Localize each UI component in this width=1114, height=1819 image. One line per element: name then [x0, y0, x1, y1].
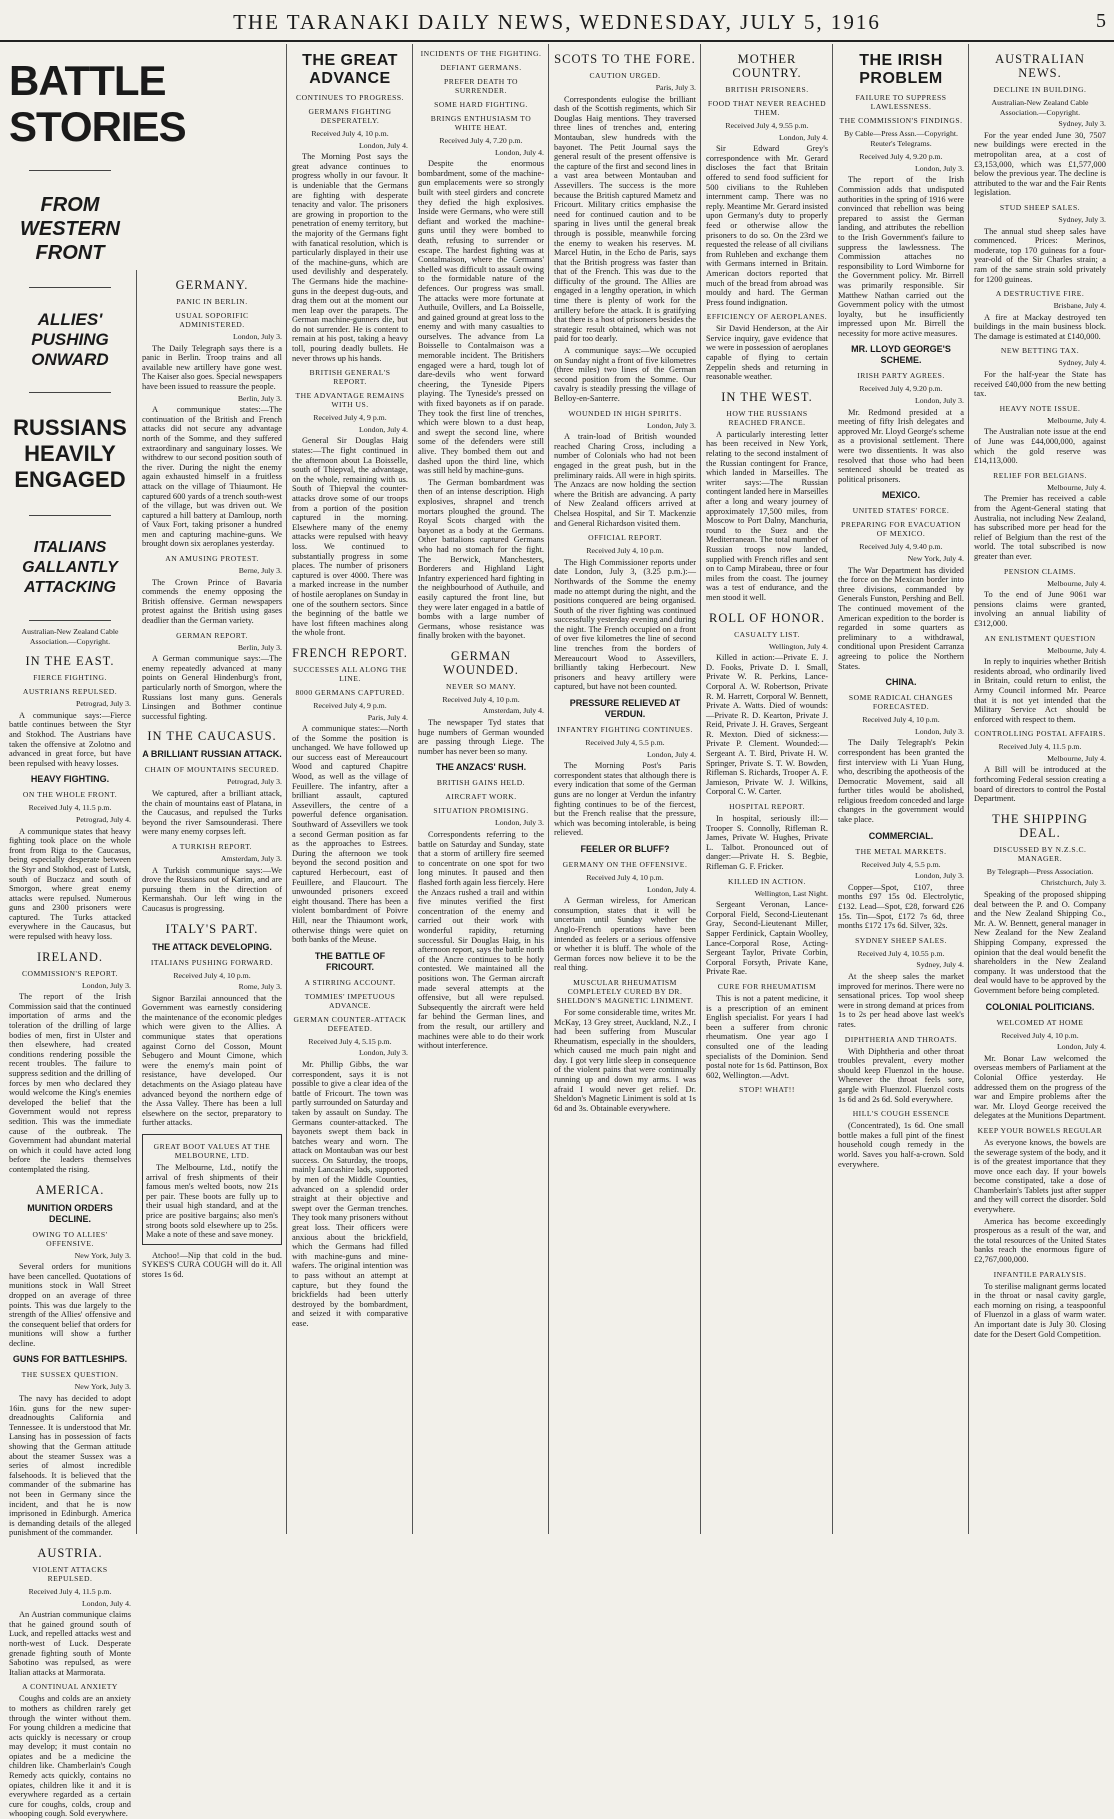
dateline: London, July 3.	[915, 163, 964, 173]
dateline: Christchurch, July 3.	[1041, 878, 1106, 888]
received-line: Received July 4, 9.20 p.m.	[859, 152, 943, 162]
article-text: A communique says:—Fierce battle continues between the Styr and Stokhod. The Austrians have taken the offensive at Zolotno and advanced in great force, but have been repulsed with heavy losses.	[9, 710, 131, 768]
advert-headline: DIPHTHERIA AND THROATS.	[844, 1034, 958, 1044]
subheadline: NEW BETTING TAX.	[1000, 346, 1080, 356]
dateline: Wellington, Last Night.	[754, 888, 828, 898]
article-text: A communique states that heavy fighting took place on the whole front from Riga to the Caucasus, being especially desperate between the Styr and Stokhod, east of Lutsk, south of Buczacz and south of Smorgon, where great enemy attacks were repulsed. Numerous guns and 2300 prisoners were captured. The Turks attacked everywhere in the Caucasus, but were repulsed with heavy loss.	[9, 826, 131, 942]
subheadline: BRINGS ENTHUSIASM TO WHITE HEAT.	[430, 114, 532, 132]
column-7	[832, 44, 969, 1534]
subheadline: GERMAN COUNTER-ATTACK DEFEATED.	[293, 1014, 407, 1033]
article-text: A Bill will be introduced at the forthcoming Federal session creating a board of directors to control the Postal Department.	[974, 765, 1106, 804]
article-text: Correspondents referring to the battle on Saturday and Sunday, state that a storm of artillery fire seemed to concentrate on one spot for two long minutes. It paused and then flashed forth again less fiercely. Here the Anzacs rushed a trail and within five minutes verified the first concentration of the enemy and carried out their work with wonderful rapidity, returning successful. Sir Douglas Haig, in his afternoon report, says the battle north of the Ancre continues to be hotly contested. We maintained all the positions won. The German aircraft made several attempts at the offensive, but all were repulsed. Subsequently the aircraft were held far behind the German lines, and from the result, our artillery and machines were able to do their work without interference.	[418, 830, 544, 1051]
dateline: Melbourne, July 4.	[1047, 645, 1106, 655]
dateline: Brisbane, July 4.	[1053, 301, 1106, 311]
headline: FEELER OR BLUFF?	[580, 843, 670, 854]
article-text: A German wireless, for American consumption, states that it will be uncertain until Sunday whether the Anglo-French operations have been intended as feelers or a serious offensive or whether it is bluff. The whole of the German forces now believe it to be the real thing.	[554, 896, 696, 973]
dateline: New York, July 3.	[74, 1382, 131, 1392]
dateline: London, July 3.	[359, 1048, 408, 1058]
received-line: Received July 4, 10 p.m.	[586, 872, 664, 882]
subheadline: PANIC IN BERLIN.	[176, 297, 248, 306]
subheadline: HEAVY NOTE ISSUE.	[999, 403, 1081, 413]
dateline: London, July 3.	[233, 332, 282, 341]
headline: THE IRISH PROBLEM	[859, 52, 943, 87]
dateline: Melbourne, July 4.	[1047, 482, 1106, 492]
cable-credit: Australian-New Zealand Cable Association.—Copyright.	[21, 627, 119, 646]
article-text: A Turkish communique says:—We drove the Russians out of Karim, and are pursuing them in the direction of Kermanshah. Our left wing in the Caucasus is progressing.	[142, 865, 282, 913]
subheadline: GERMANS FIGHTING DESPERATELY.	[308, 107, 392, 125]
column-3	[286, 44, 413, 1534]
received-line: Received July 4, 11.5 p.m.	[28, 803, 112, 813]
dateline: London, July 3.	[915, 396, 964, 406]
received-line: Received July 4, 11.5 p.m.	[998, 742, 1082, 752]
subheadline: AN ENLISTMENT QUESTION	[984, 633, 1096, 643]
received-line: Received July 4, 10 p.m.	[442, 694, 520, 704]
advert-headline: MUSCULAR RHEUMATISM COMPLETELY CURED BY DR. SHELDON'S MAGNETIC LINIMENT.	[556, 977, 694, 1005]
column-6	[700, 44, 833, 1534]
subheadline: DEFIANT GERMANS.	[440, 63, 522, 72]
dateline: London, July 3.	[495, 818, 544, 828]
dateline: London, July 4.	[779, 132, 828, 142]
article-text: For the year ended June 30, 7507 new buildings were erected in the metropolitan area, at a cost of £3,153,000, which was £1,577,000 below the previous year. The decline is attributed to the war and the Fair Rents legislation.	[974, 130, 1106, 198]
article-text: Mr. Phillip Gibbs, the war correspondent, says it is not possible to give a clear idea of the battle of Fricourt. The town was partly surrounded on Saturday and taken by assault on Sunday. The Germans counter-attacked. The bayonets swept them back in batches weary and worn. The attack on Montauban was our best success. On Saturday, the troops, mainly Lancashire lads, supported by men of the Middle Counties, advanced on a splendid order straight at their objective and swept over the German trenches. They took many prisoners without great loss. Their officers were anxious about the brickfield, which the Germans had filled with machine-guns and mine-wafers. The original intention was to pass without an attempt at capture, but they found the brickfields had been utterly destroyed by the bombardment, and seized it with comparative ease.	[292, 1059, 408, 1328]
subheadline: GERMAN REPORT.	[176, 630, 248, 640]
article-text: Despite the enormous bombardment, some of the machine-gun emplacements were so strongly built with steel girders and concrete they defied the high explosives. Inside were Germans, who were still defiant and worked the machine-guns until they were bombed to death, refusing to surrender or escape. The hardest fighting was at Contalmaison, where the Germans' shelled was difficult to assault owing to the formidable nature of the defences. Our progress was small. The attacks were more fortunate at Authuile, Ovillers, and La Boisselle, and gained ground at great loss to the enemy and with many casualties to ourselves. The advance from La Boisselle to Contalmaison was a memorable incident. The Britishers engaged were a hard, tough lot of dare-devils who went forward cheering, the Tyneside Pipers playing. The Tyneside's pressed on with fixed bayonets as if on parade. They took the first line of trenches, which were blown to a dust heap, and swept the second line, where some of the defenders were still alive. They bombed them out and dashed upon the third line, which was still held by machine-guns.	[418, 159, 544, 476]
headline: GERMAN WOUNDED.	[443, 648, 519, 677]
subheadline: STUD SHEEP SALES.	[999, 202, 1081, 212]
headline: THE GREAT ADVANCE	[302, 52, 398, 87]
article-text: Mr. Redmond presided at a meeting of fifty Irish delegates and approved Mr. Lloyd George's scheme as a provisional settlement. There were two dissentients. It was also resolved that those who had been sentenced should be treated as political prisoners.	[838, 407, 964, 484]
dateline: London, July 3.	[915, 726, 964, 736]
subheadline: FIERCE FIGHTING.	[33, 673, 107, 683]
advert-headline: CURE FOR RHEUMATISM	[717, 981, 817, 991]
advert-text: The Melbourne, Ltd., notify the arrival of fresh shipments of their famous men's welted boots, now 21s per pair. These boots are fully up to their usual high standard, and at the price are positive bargains; also men's strong boots sold elsewhere up to 25s. Make a note of these and save money.	[146, 1163, 278, 1240]
subheadline: SYDNEY SHEEP SALES.	[855, 935, 947, 945]
dateline: Petrograd, July 3.	[226, 777, 282, 787]
banner-headline-2: FROM WESTERN FRONT	[20, 194, 120, 264]
subheadline: FAILURE TO SUPPRESS LAWLESSNESS.	[855, 93, 947, 111]
subheadline: A BRILLIANT RUSSIAN ATTACK.	[142, 749, 282, 760]
subheadline: OWING TO ALLIES' OFFENSIVE.	[32, 1229, 108, 1248]
article-text: The Morning Post's Paris correspondent states that although there is every indication that some of the German guns are no longer at Verdun the infantry fighting continues to be of the fiercest, but the French realise that the pressure, which was becoming intolerable, is being relieved.	[554, 761, 696, 838]
masthead	[0, 0, 1114, 42]
headline: INCIDENTS OF THE FIGHTING.	[420, 49, 542, 58]
dateline: Berne, July 3.	[238, 566, 282, 576]
subheadline: UNITED STATES' FORCE.	[852, 506, 950, 516]
subheadline: MUNITION ORDERS DECLINE.	[27, 1202, 113, 1224]
dateline: Melbourne, July 4.	[1047, 578, 1106, 588]
dateline: New York, July 3.	[74, 1250, 131, 1260]
subheadline: BRITISH PRISONERS.	[725, 85, 809, 94]
advert-text: (Concentrated), 1s 6d. One small bottle makes a full pint of the finest household cough remedy in the world. Saves you half-a-crown. Sold everywhere.	[838, 1121, 964, 1169]
advert-headline: STOP! WHAT!!	[739, 1085, 795, 1095]
dateline: Sydney, July 4.	[1058, 358, 1106, 368]
subheadline: EFFICIENCY OF AEROPLANES.	[706, 312, 828, 322]
headline: GERMANY.	[175, 278, 249, 292]
dateline: Berlin, July 3.	[237, 642, 282, 652]
dateline: London, July 3.	[82, 980, 131, 990]
dateline: Paris, July 4.	[367, 712, 408, 722]
received-line: Received July 4, 10 p.m.	[862, 715, 940, 725]
subheadline: SOME RADICAL CHANGES FORECASTED.	[848, 693, 954, 712]
dateline: Melbourne, July 4.	[1047, 415, 1106, 425]
dateline: Paris, July 3.	[655, 83, 696, 92]
article-text: A fire at Mackay destroyed ten buildings in the main business block. The damage is estimated at £140,000.	[974, 312, 1106, 341]
subheadline: USUAL SOPORIFIC ADMINISTERED.	[175, 311, 249, 329]
subheadline: TOMMIES' IMPETUOUS ADVANCE.	[304, 991, 396, 1010]
article-text: Copper—Spot, £107, three months £97 15s 0d. Electrolytic, £132. Lead—Spot, £28, forward £26 15s. Tin—Spot, £172 7s 6d, three months £172 17s 6d. Silver, 32s.	[838, 882, 964, 931]
received-line: Received July 4, 7.20 p.m.	[439, 136, 523, 145]
subheadline: ITALIANS PUSHING FORWARD.	[150, 957, 274, 967]
article-text: The War Department has divided the force on the Mexican border into three divisions, commanded by Generals Funston, Pershing and Bell. The continued movement of the American expedition to the border is regarded in some quarters as preliminary to a withdrawal, conditional upon President Carranza agreeing to police the Northern States.	[838, 565, 964, 671]
subheadline: PENSION CLAIMS.	[1003, 566, 1077, 576]
subheadline: PREFER DEATH TO SURRENDER.	[444, 77, 518, 95]
article-text: Several orders for munitions have been cancelled. Quotations of munitions stock in Wall Street dropped on an average of three points. This was due largely to the strength of the Allies' offensive and the consequent belief that orders for munitions will show a further decline.	[9, 1262, 131, 1348]
subheadline: OFFICIAL REPORT.	[588, 533, 662, 543]
article-text: America has become exceedingly prosperous as a result of the war, and the total resources of the United States banks reach the enormous figure of £2,767,000,000.	[974, 1216, 1106, 1265]
article-text: To the end of June 9061 war pensions claims were granted, involving an annual liability of £312,000.	[974, 590, 1106, 628]
column-5	[548, 44, 701, 1534]
subheadline: INFANTRY FIGHTING CONTINUES.	[557, 725, 693, 735]
article-text: The German bombardment was then of an intense description. High explosives, shrapnel and trench mortars ploughed the ground. The Royal Scots charged with the bayonet as a body at the Germans. Other battalions captured Germans who had no stomach for the fight. The Berwick, Manchesters, Borderers and Highland Light Infantry experienced hard fighting in the neighbourhood of Authuile, and easily captured the front line, but they were later engaged in a battle of bombs with a large number of Germans, whose resistance was finally broken with the bayonet.	[418, 477, 544, 641]
dateline: Berlin, July 3.	[237, 393, 282, 403]
advert-text: Atchoo!—Nip that cold in the bud. SYKES'S CURA COUGH will do it. All stores 1s 6d.	[142, 1250, 282, 1279]
banner-headline-4: RUSSIANS HEAVILY ENGAGED	[13, 415, 127, 492]
advert-headline: A CONTINUAL ANXIETY	[22, 1682, 118, 1692]
subheadline: A DESTRUCTIVE FIRE.	[995, 289, 1085, 299]
received-line: Received July 4, 10 p.m.	[1001, 1030, 1079, 1040]
subheadline: AN AMUSING PROTEST.	[165, 554, 259, 564]
received-line: Received July 4, 9.20 p.m.	[859, 384, 943, 394]
article-text: The Crown Prince of Bavaria commends the enemy opposing the British offensive. German newspapers protest against the British using gases deadlier than the German variety.	[142, 577, 282, 626]
subheadline: THE METAL MARKETS.	[855, 846, 947, 856]
article-text: At the sheep sales the market improved for merinos. There were no sensational prices. Top wool sheep were in strong demand at prices from 1s to 2s per head above last week's rates.	[838, 972, 964, 1029]
headline: HEAVY FIGHTING.	[30, 774, 110, 785]
received-line: Received July 4, 9.40 p.m.	[859, 542, 943, 552]
column-4	[412, 44, 549, 1534]
advert-text: To sterilise malignant germs located in the throat or nasal cavity gargle, each morning on rising, a teaspoonful of Fluenzol in a glass of warm water. An important date is July 30. Closing date for the Desert Gold Competition.	[974, 1281, 1106, 1339]
article-text: The annual stud sheep sales have commenced. Prices: Merinos, moderate, top 170 guineas for a four-year-old of the Sir Charles strain; a ram of the same strain sold privately for 1200 guineas.	[974, 226, 1106, 284]
subheadline: HOW THE RUSSIANS REACHED FRANCE.	[726, 408, 808, 427]
dateline: London, July 3.	[647, 420, 696, 430]
headline: THE ANZACS' RUSH.	[435, 762, 527, 773]
dateline: London, July 4.	[1057, 1042, 1106, 1052]
dateline: London, July 4.	[359, 424, 408, 434]
subheadline: VIOLENT ATTACKS REPULSED.	[32, 1564, 108, 1583]
headline: ITALY'S PART.	[165, 921, 259, 936]
dateline: Sydney, July 3.	[1058, 214, 1106, 224]
column-8	[968, 44, 1111, 1534]
subheadline: IRISH PARTY AGREES.	[857, 371, 945, 381]
headline: AUSTRIA.	[37, 1545, 103, 1560]
article-text: The High Commissioner reports under date London, July 3, (3.25 p.m.):—Northwards of the Somme the enemy made no attempt during the night, and the positions conquered are being organised. South of the river fighting was continued successfully yesterday evening and during the night. The French occupied on a front of over five kilometres the line of second line trenches from the borders of Mereaucourt Wood to Assevillers, brilliantly taking Herbecourt. New prisoners and heavy artillery were captured, but have not been counted.	[554, 557, 696, 692]
advert-headline: INFANTILE PARALYSIS.	[993, 1269, 1087, 1279]
banner-headline-3: ALLIES' PUSHING ONWARD	[31, 310, 109, 369]
advert-text: Coughs and colds are an anxiety to mothers as children rarely get through the winter without them. For young children a medicine that acts quickly is necessary or croup may develop; it must contain no opiates and be a medicine the children like. Chamberlain's Cough Remedy acts quickly, contains no opiates, children like it and it is everywhere regarded as a certain cure for coughs, colds, croup and whooping cough. Sold everywhere.	[9, 1694, 131, 1819]
article-text: The Daily Telegraph's Pekin correspondent has been granted the first interview with Li Yuan Hung, who, describing the apotheosis of the Democratic Movement, said all further titles would be abolished, religious freedom conceded and large changes in the government would take place.	[838, 738, 964, 825]
dateline: Petrograd, July 4.	[75, 814, 131, 824]
dateline: Wellington, July 4.	[768, 641, 828, 651]
received-line: Received July 4, 11.5 p.m.	[28, 1586, 112, 1596]
article-text: In hospital, seriously ill:—Trooper S. Connolly, Rifleman R. James, Private W. Hughes, Private L. Talbot. Pronounced out of danger:—Private H. S. Begbie, Rifleman G. F. Fricker.	[706, 814, 828, 871]
subheadline: RELIEF FOR BELGIANS.	[993, 470, 1087, 480]
page-number: 5	[1096, 10, 1106, 32]
advert-box	[142, 1134, 282, 1245]
article-text: Correspondents eulogise the brilliant dash of the Scottish regiments, which Sir Douglas Haig mentions. They traversed three lines of trenches and, entering Montauban, slew hundreds with the bayonet. The Petit Journal says the general result of the present offensive is the capture of the first and second lines in a vast area between Montauban and Assevillers. The success is the more because the British captured Mametz and Fricourt. Military critics emphasise the need for continued caution and to be sparing in lives until the general break through is possible, meanwhile forcing the enemy to weaken his reserves. M. Marcel Hutin, in the Echo de Paris, says that the British progress was faster than that of the French. This was due to the difficulty of the ground. The Allies are engaged in a lengthy operation, in which time there is plenty of work for the artillery before the attack. It is gratifying that there is a host of prisoners besides the strategic result obtained, which was not paid for too dearly.	[554, 94, 696, 344]
headline: COMMERCIAL.	[868, 830, 934, 841]
dateline: London, July 4.	[647, 884, 696, 894]
headline: GUNS FOR BATTLESHIPS.	[12, 1354, 128, 1365]
subheadline: CONTINUES TO PROGRESS.	[296, 93, 404, 102]
headline: AUSTRALIAN NEWS.	[995, 52, 1085, 80]
subheadline: WOUNDED IN HIGH SPIRITS.	[568, 408, 682, 418]
cable-credit: Australian-New Zealand Cable Association.—Copyright.	[991, 98, 1089, 117]
article-text: General Sir Douglas Haig states:—The fight continued in the afternoon about La Boisselle, south of Thiepval, the advantage, on the whole, remaining with us. South of Thiepval the counter-attacks drove some of our troops from a portion of the position captured in the morning. Elsewhere many of the enemy attacks were repulsed with heavy loss. We continued to substantially progress in some places. The number of prisoners captured is over 4000. There was a marked increase in the number of hostile aeroplanes on Sunday in one of the southern sectors. Since the beginning of the battle we have lost fifteen machines along the whole front.	[292, 436, 408, 638]
article-text: A train-load of British wounded reached Charing Cross, including a number of Colonials who had not been engaged in the great push, but in the preliminary raids. All were in high spirits. The Anzacs are now holding the section where the British are advancing. A party of New Zealand officers arrived at Chelsea Hospital, and Sir T. Mackenzie and General Richardson visited them.	[554, 432, 696, 528]
dateline: London, July 4.	[647, 749, 696, 759]
subheadline: KILLED IN ACTION.	[728, 876, 806, 886]
article-text: The newspaper Tyd states that huge numbers of German wounded are passing through Liege. The number has never been so many.	[418, 718, 544, 756]
subheadline: NEVER SO MANY.	[446, 681, 516, 691]
article-text: A particularly interesting letter has been received in New York, relating to the second instalment of the Russian contingent for France, which landed in Marseilles. The writer says:—The Russian contingent landed here in Marseilles after a long and weary journey of approximately 17,500 miles, from Moscow to Port Dalny, Manchuria, round to the Suez and the Mediterranean. The total number of Russian troops now landed, supplied with French rifles and sent on to Camp Mirabeau, three or four miles from the coast. The journey was a test of endurance, and the men stood it well.	[706, 429, 828, 602]
subheadline: A STIRRING ACCOUNT.	[304, 977, 396, 987]
subheadline: CAUTION URGED.	[589, 71, 661, 80]
article-text: The report of the Irish Commission said that the continued importation of arms and the toleration of the drilling of large bodies of men, first in Ulster and then elsewhere, had created conditions rendering possible the recent troubles. The failure to suppress sedition and the drilling of forces by men who declared they would welcome the King's enemies developed the belief that the Government would not repress sedition. This was the immediate cause of the outbreak. The Government had abundant material on which it could have acted long before the leaders themselves contemplated the rising.	[9, 992, 131, 1174]
subheadline: AIRCRAFT WORK.	[445, 792, 517, 802]
subheadline: ON THE WHOLE FRONT.	[22, 790, 118, 800]
received-line: Received July 4, 9 p.m.	[313, 700, 387, 710]
article-text: Sergeant Veronan, Lance-Corporal Field, Second-Lieutenant Gray, Second-Lieutenant Miller, Sapper Ferdinick, Captain Woolley, Lance-Corporal Rose, Acting-Sergeant Taylor, Private Corbin, Corporal Forsyth, Private Kane, Private Rae.	[706, 900, 828, 977]
subheadline: AUSTRIANS REPULSED.	[22, 687, 118, 697]
subheadline: THE ATTACK DEVELOPING.	[152, 941, 272, 952]
headline: PRESSURE RELIEVED AT VERDUN.	[569, 698, 681, 720]
masthead-title: THE TARANAKI DAILY NEWS, WEDNESDAY, JULY 5, 1916	[233, 10, 881, 34]
received-line: Received July 4, 10 p.m.	[173, 970, 251, 980]
dateline: Sydney, July 3.	[1058, 119, 1106, 129]
subheadline: CONTROLLING POSTAL AFFAIRS.	[974, 729, 1106, 739]
subheadline: SITUATION PROMISING.	[433, 806, 529, 816]
article-text: Sir Edward Grey's correspondence with Mr. Gerard discloses the fact that Britain offered to send food sufficient for 500 civilians to the Ruhleben internment camp. There was no reply. Meantime Mr. Gerard insisted upon Germany's duty to properly feed or otherwise allow the prisoners to do so. On the 23rd we requested the release of all civilians from Ruhleben and exchange them with Germans interned in Britain. American doctors reported that much of the bread from abroad was mouldy and hard. The German Press found indignation.	[706, 144, 828, 307]
headline: THE SHIPPING DEAL.	[992, 811, 1088, 840]
banner-headline-1: BATTLE STORIES	[9, 57, 186, 150]
subheadline: BRITISH GAINS HELD.	[436, 778, 526, 788]
subheadline: COMMISSION'S REPORT.	[21, 968, 118, 978]
headline: MR. LLOYD GEORGE'S SCHEME.	[851, 344, 951, 366]
subheadline: THE SUSSEX QUESTION.	[21, 1370, 119, 1380]
article-text: The navy has decided to adopt 16in. guns for the new super-dreadnoughts California and Tennessee. It is understood that Mr. Lansing has in possession of facts showing that the German attitude about the steamer Sussex was a series of almost incredible falsehoods. It is believed that the commander of the submarine has not been in Germany since the incident, and that he is now imprisoned in Edinburgh. America is demanding details of the alleged punishment of the commander.	[9, 1394, 131, 1538]
headline: AMERICA.	[35, 1182, 105, 1197]
subheadline: GERMANY ON THE OFFENSIVE.	[562, 859, 688, 869]
headline: FRENCH REPORT.	[292, 645, 408, 660]
received-line: Received July 4, 10.55 p.m.	[857, 948, 945, 958]
headline: MOTHER COUNTRY.	[732, 52, 802, 80]
article-text: Speaking of the proposed shipping deal between the P. and O. Company and the New Zealand Shipping Co., Mr. A. W. Bennett, general manager in New Zealand for the New Zealand Shipping Company, expressed the opinion that the deal would benefit the shareholders in the New Zealand company. It was understood that the deal would have to be approved by the Government before being completed.	[974, 890, 1106, 995]
dateline: New York, July 4.	[907, 554, 964, 563]
article-text: In reply to inquiries whether British residents abroad, who ordinarily lived in Britain, could return to enlist, the Army Council informed Mr. Pearce that it is not yet intended that the Military Service Act should be enforced with respect to them.	[974, 657, 1106, 724]
subheadline: SOME HARD FIGHTING.	[434, 100, 528, 109]
subheadline: WELCOMED AT HOME	[996, 1017, 1084, 1027]
subheadline: THE COMMISSION'S FINDINGS.	[839, 116, 963, 125]
received-line: Received July 4, 5.5 p.m.	[861, 859, 941, 869]
subheadline: CASUALTY LIST.	[734, 629, 800, 639]
article-text: The Australian note issue at the end of June was £44,000,000, against which the gold reserve was £14,113,000.	[974, 427, 1106, 466]
article-text: An Austrian communique claims that he gained ground south of Luck, and repelled attacks west and north-west of Luck. Desperate grenade fighting south of Monte Sabotino was repulsed, as were Italian attacks at Marmorata.	[9, 1610, 131, 1677]
dateline: Rome, July 3.	[238, 982, 282, 992]
article-text: Sir David Henderson, at the Air Service inquiry, gave evidence that we were in possession of aeroplanes capable of flying to certain Zeppelin sheds and returning in reasonable weather.	[706, 324, 828, 382]
advert-headline: GREAT BOOT VALUES AT THE MELBOURNE, LTD.	[153, 1142, 271, 1160]
article-text: The report of the Irish Commission adds that undisputed authorities in the spring of 1916 were convinced that rebellion was being prepared to assist the German landing, and attributes the rebellion to the Irish Government's failure to suppress the lawlessness. The Commission attaches no responsibility to Lord Wimborne for the Government policy. Mr. Birrell was primarily responsible. Sir Matthew Nathan carried out the Government policy with the utmost loyalty, but he insufficiently impressed upon Mr. Birrell the necessity for more active measures.	[838, 175, 964, 338]
received-line: Received July 4, 10 p.m.	[586, 546, 664, 556]
subheadline: 8000 GERMANS CAPTURED.	[295, 687, 405, 697]
column-1	[4, 44, 186, 1819]
article-text: A German communique says:—The enemy repeatedly advanced at many points on General Hindenburg's front, particularly north of Smorgon, where the Russians lost many guns. Generals Linsingen and Bothmer continue successful fighting.	[142, 654, 282, 721]
subheadline: CHAIN OF MOUNTAINS SECURED.	[144, 765, 280, 775]
advert-text: As everyone knows, the bowels are the sewerage system of the body, and it is of the greatest importance that they move once each day. If your bowels become constipated, take a dose of Chamberlain's Tablets just after supper and they will correct the disorder. Sold everywhere.	[974, 1137, 1106, 1215]
subheadline: HOSPITAL REPORT.	[729, 802, 805, 812]
dateline: Sydney, July 4.	[916, 960, 964, 970]
article-text: A communique states:—The continuation of the British and French attacks did not secure any advantage north of the Somme, and they suffered extraordinary and sanguinary losses. We withdrew to our second position south of the river. During the night the enemy again exhausted himself in a fruitless attack on the village of Thiaumont. He captured 600 yards of a trench south-west of the village, but was driven out. We captured a hill battery at Damloup, north of Vaux Fort, taking prisoner a hundred men and capturing machine-guns. We brought down six aeroplanes yesterday.	[142, 405, 283, 549]
article-text: The Daily Telegraph says there is a panic in Berlin. Troop trains and all available new artillery have gone west. The Kaiser also goes. Special newspapers have been issued to reassure the people.	[142, 343, 283, 391]
dateline: London, July 3.	[915, 871, 964, 881]
headline: IN THE WEST.	[721, 389, 813, 404]
received-line: Received July 4, 5.5 p.m.	[585, 738, 665, 748]
headline: IRELAND.	[37, 949, 103, 964]
dateline: Melbourne, July 4.	[1047, 753, 1106, 763]
article-text: Mr. Bonar Law welcomed the overseas members of Parliament at the Colonial Office yesterday. He addressed them on the progress of the war and Empire problems after the war. Mr. Lloyd George received the delegates at the Munitions Department.	[974, 1053, 1106, 1121]
banner-headline-5: ITALIANS GALLANTLY ATTACKING	[22, 539, 118, 596]
article-text: The Morning Post says the great advance continues to progress wholly in our favour. It is undeniable that the Germans are fighting with desperate tenacity and valor. The prisoners are growing in proportion to the penetration of enemy territory, but the majority of the Germans fight with fanatical resolution, which is particularly displayed in their use of the machine-guns, which are used devilishly and desperately. The Germans hide the machine-guns in the deepest dug-outs, and drag them out at the moment our men leap over the parapets. The German machine-gunners die, but do not surrender. He is content to remain at his post, taking a heavy toll, pouring deadly bullets. He never throws up his hands.	[292, 152, 408, 363]
advert-headline: HILL'S COUGH ESSENCE	[852, 1109, 950, 1119]
subheadline: PREPARING FOR EVACUATION OF MEXICO.	[840, 520, 962, 539]
cable-credit: By Cable—Press Assn.—Copyright. Reuter's Telegrams.	[844, 129, 958, 148]
subheadline: DISCUSSED BY N.Z.S.C. MANAGER.	[993, 844, 1087, 863]
article-text: A communique says:—We occupied on Sunday night a front of five kilometres (three miles) two lines of the German second position from the Somme. Our cavalry is steadily pressing the village of Belloy-en-Santerre.	[554, 346, 696, 403]
cable-credit: By Telegraph—Press Association.	[986, 866, 1094, 876]
dateline: Petrograd, July 3.	[75, 699, 131, 709]
article-text: Signor Barzilai announced that the Government was earnestly considering the maintenance of the economic pledges which were given to the Allies. A communique states that operations against Corno del Cosson, Mount Sebugero and Mount Cimone, which were the enemy's main point of resistance, have developed. Our detachments on the Asiago plateau have advanced beyond the northern edge of the Assa Valley. There has been a lull elsewhere on the sector, preparatory to further attacks.	[142, 993, 282, 1128]
headline: MEXICO.	[881, 490, 920, 501]
received-line: Received July 4, 9 p.m.	[313, 413, 387, 423]
article-text: Killed in action:—Private E. J. D. Fooks, Private D. I. Small, Private W. R. Perkins, Lance-Corporal A. W. Robertson, Private R. M. Harrett, Corporal W. Bennett, Private A. Watts. Died of wounds:—Private R. D. Kearton, Private J. Reid, Private J. H. Graves, Sergeant R. Mexton. Died of sickness:—Private P. Clement. Wounded:—Sergeant A. T. Bird, Private H. W. Springer, Private S. T. W. Bowden, Rifleman S. Richards, Trooper A. F. Jamieson, Private W. J. Wilkins, Corporal C. W. Carter.	[706, 653, 828, 797]
received-line: Received July 4, 10 p.m.	[311, 129, 389, 138]
subheadline: DECLINE IN BUILDING.	[993, 85, 1087, 94]
subheadline: BRITISH GENERAL'S REPORT.	[309, 368, 391, 387]
received-line: Received July 4, 5.15 p.m.	[308, 1036, 392, 1046]
headline: SCOTS TO THE FORE.	[554, 52, 696, 66]
article-text: The Premier has received a cable from the Agent-General stating that Australia, not including New Zealand, has subscribed more per head for the relief of Belgium than the rest of the world. The total subscribed is now greater than ever.	[974, 494, 1106, 561]
subheadline: A TURKISH REPORT.	[171, 841, 253, 851]
dateline: London, July 4.	[82, 1598, 131, 1608]
advert-text: This is not a patent medicine, it is a prescription of an eminent English specialist. For years I had been a sufferer from chronic rheumatism. One year ago I consulted one of the leading specialists of the Dominion. Send postal note for 1s 6d. Pattinson, Box 602, Wellington.—Advt.	[706, 993, 828, 1080]
article-text: We captured, after a brilliant attack, the chain of mountains east of Platana, in the Caucasus, and repulsed the Turks beyond the river Samsounderasi. There were many enemy corpses left.	[142, 788, 282, 837]
headline: IN THE EAST.	[25, 654, 115, 669]
advert-headline: KEEP YOUR BOWELS REGULAR	[977, 1125, 1103, 1135]
dateline: London, July 4.	[495, 147, 544, 157]
article-text: A communique states:—North of the Somme the position is unchanged. We have followed up our success east of Mereaucourt Wood and captured Chapitre Wood, as well as the village of Feuillere. The infantry, after a brilliant assault, captured Assevillers, the centre of a powerful defence organisation. Southward of Assevillers we took a second German position as far as the approaches to Estrees. During the afternoon we took beyond the second position and captured Herbecourt, east of Feuillere, and Flaucourt. The unwounded prisoners exceed eight thousand. There has been a violent bombardment of Poivre Hill, near the Thiaumont work, otherwise things were quiet on both banks of the Meuse.	[292, 724, 408, 945]
headline: COLONIAL POLITICIANS.	[985, 1001, 1095, 1012]
dateline: Amsterdam, July 4.	[482, 706, 544, 716]
dateline: Amsterdam, July 3.	[220, 853, 282, 863]
subheadline: THE ADVANTAGE REMAINS WITH US.	[295, 391, 405, 410]
article-text: For the half-year the State has received £40,000 from the new betting tax.	[974, 370, 1106, 399]
subheadline: FOOD THAT NEVER REACHED THEM.	[707, 99, 827, 117]
advert-text: With Diphtheria and other throat troubles prevalent, every mother should keep Fluenzol in the house. Whenever the throat feels sore, gargle with Fluenzol. Fluenzol costs 1s 6d and 2s 6d. Sold everywhere.	[838, 1046, 964, 1104]
headline: IN THE CAUCASUS.	[147, 729, 277, 744]
headline: CHINA.	[885, 677, 917, 688]
subheadline: SUCCESSES ALL ALONG THE LINE.	[293, 664, 407, 683]
dateline: London, July 4.	[359, 140, 408, 150]
advert-text: For some considerable time, writes Mr. McKay, 13 Grey street, Auckland, N.Z., I had been suffering from Muscular Rheumatism, especially in the shoulders, which caused me much pain night and day. I got very little sleep in consequence of the violent pains that were continually running up and down my arms. I was afraid I would never get relief. Dr. Sheldon's Magnetic Liniment is sold at 1s 6d and 3s. Obtainable everywhere.	[554, 1007, 696, 1113]
column-2	[136, 270, 287, 1534]
headline: THE BATTLE OF FRICOURT.	[314, 950, 386, 972]
headline: ROLL OF HONOR.	[709, 610, 825, 625]
received-line: Received July 4, 9.55 p.m.	[725, 121, 809, 130]
